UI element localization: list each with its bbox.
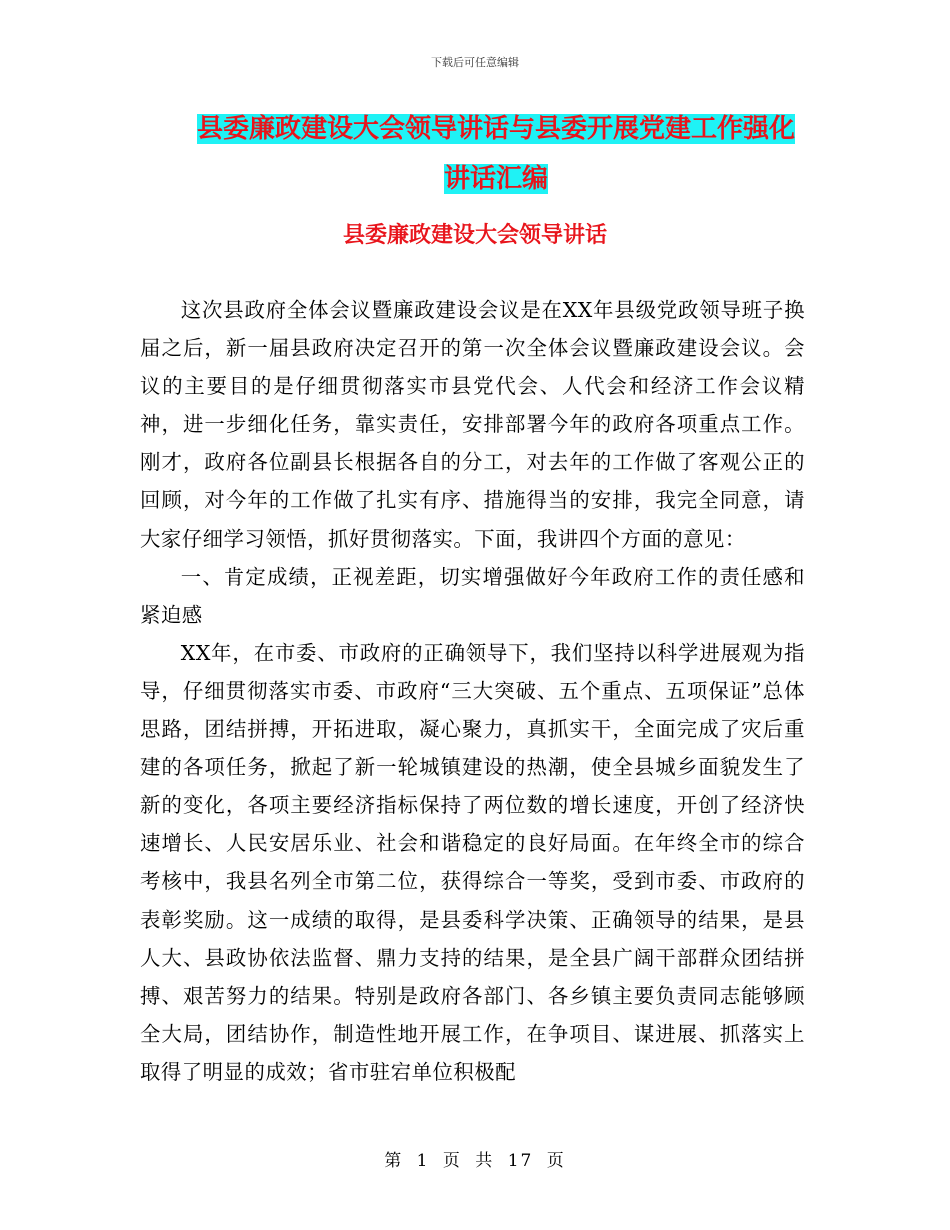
document-title: [140, 104, 852, 204]
document-title-line-2: 讲话汇编: [443, 164, 548, 194]
page-number-footer: 第 1 页 共 17 页: [384, 1151, 566, 1171]
section-title: 县委廉政建设大会领导讲话: [342, 223, 607, 248]
paragraph-heading-1: 一、肯定成绩，正视差距，切实增强做好今年政府工作的责任感和紧迫感: [140, 564, 805, 627]
document-title-line-1: 县委廉政建设大会领导讲话与县委开展党建工作强化: [196, 114, 795, 144]
page-header-note: 下载后可任意编辑: [431, 56, 519, 69]
paragraph-intro: 这次县政府全体会议暨廉政建设会议是在XX年县级党政领导班子换届之后，新一届县政府决定召开的第一次全体会议暨廉政建设会议。会议的主要目的是仔细贯彻落实市县党代会、人代会和经济工作会议精神，进一步细化任务，靠实责任，安排部署今年的政府各项重点工作。刚才，政府各位副县长根据各自的分工，对去年的工作做了客观公正的回顾，对今年的工作做了扎实有序、措施得当的安排，我完全同意，请大家仔细学习领悟，抓好贯彻落实。下面，我讲四个方面的意见：: [140, 298, 805, 551]
body-text: [140, 291, 805, 1091]
paragraph-achievements: XX年，在市委、市政府的正确领导下，我们坚持以科学进展观为指导，仔细贯彻落实市委、市政府“三大突破、五个重点、五项保证”总体思路，团结拼搏，开拓进取，凝心聚力，真抓实干，全面完成了灾后重建的各项任务，掀起了新一轮城镇建设的热潮，使全县城乡面貌发生了新的变化，各项主要经济指标保持了两位数的增长速度，开创了经济快速增长、人民安居乐业、社会和谐稳定的良好局面。在年终全市的综合考核中，我县名列全市第二位，获得综合一等奖，受到市委、市政府的表彰奖励。这一成绩的取得，是县委科学决策、正确领导的结果，是县人大、县政协依法监督、鼎力支持的结果，是全县广阔干部群众团结拼搏、艰苦努力的结果。特别是政府各部门、各乡镇主要负责同志能够顾全大局，团结协作，制造性地开展工作，在争项目、谋进展、抓落实上取得了明显的成效；省市驻宕单位积极配: [140, 640, 805, 1084]
